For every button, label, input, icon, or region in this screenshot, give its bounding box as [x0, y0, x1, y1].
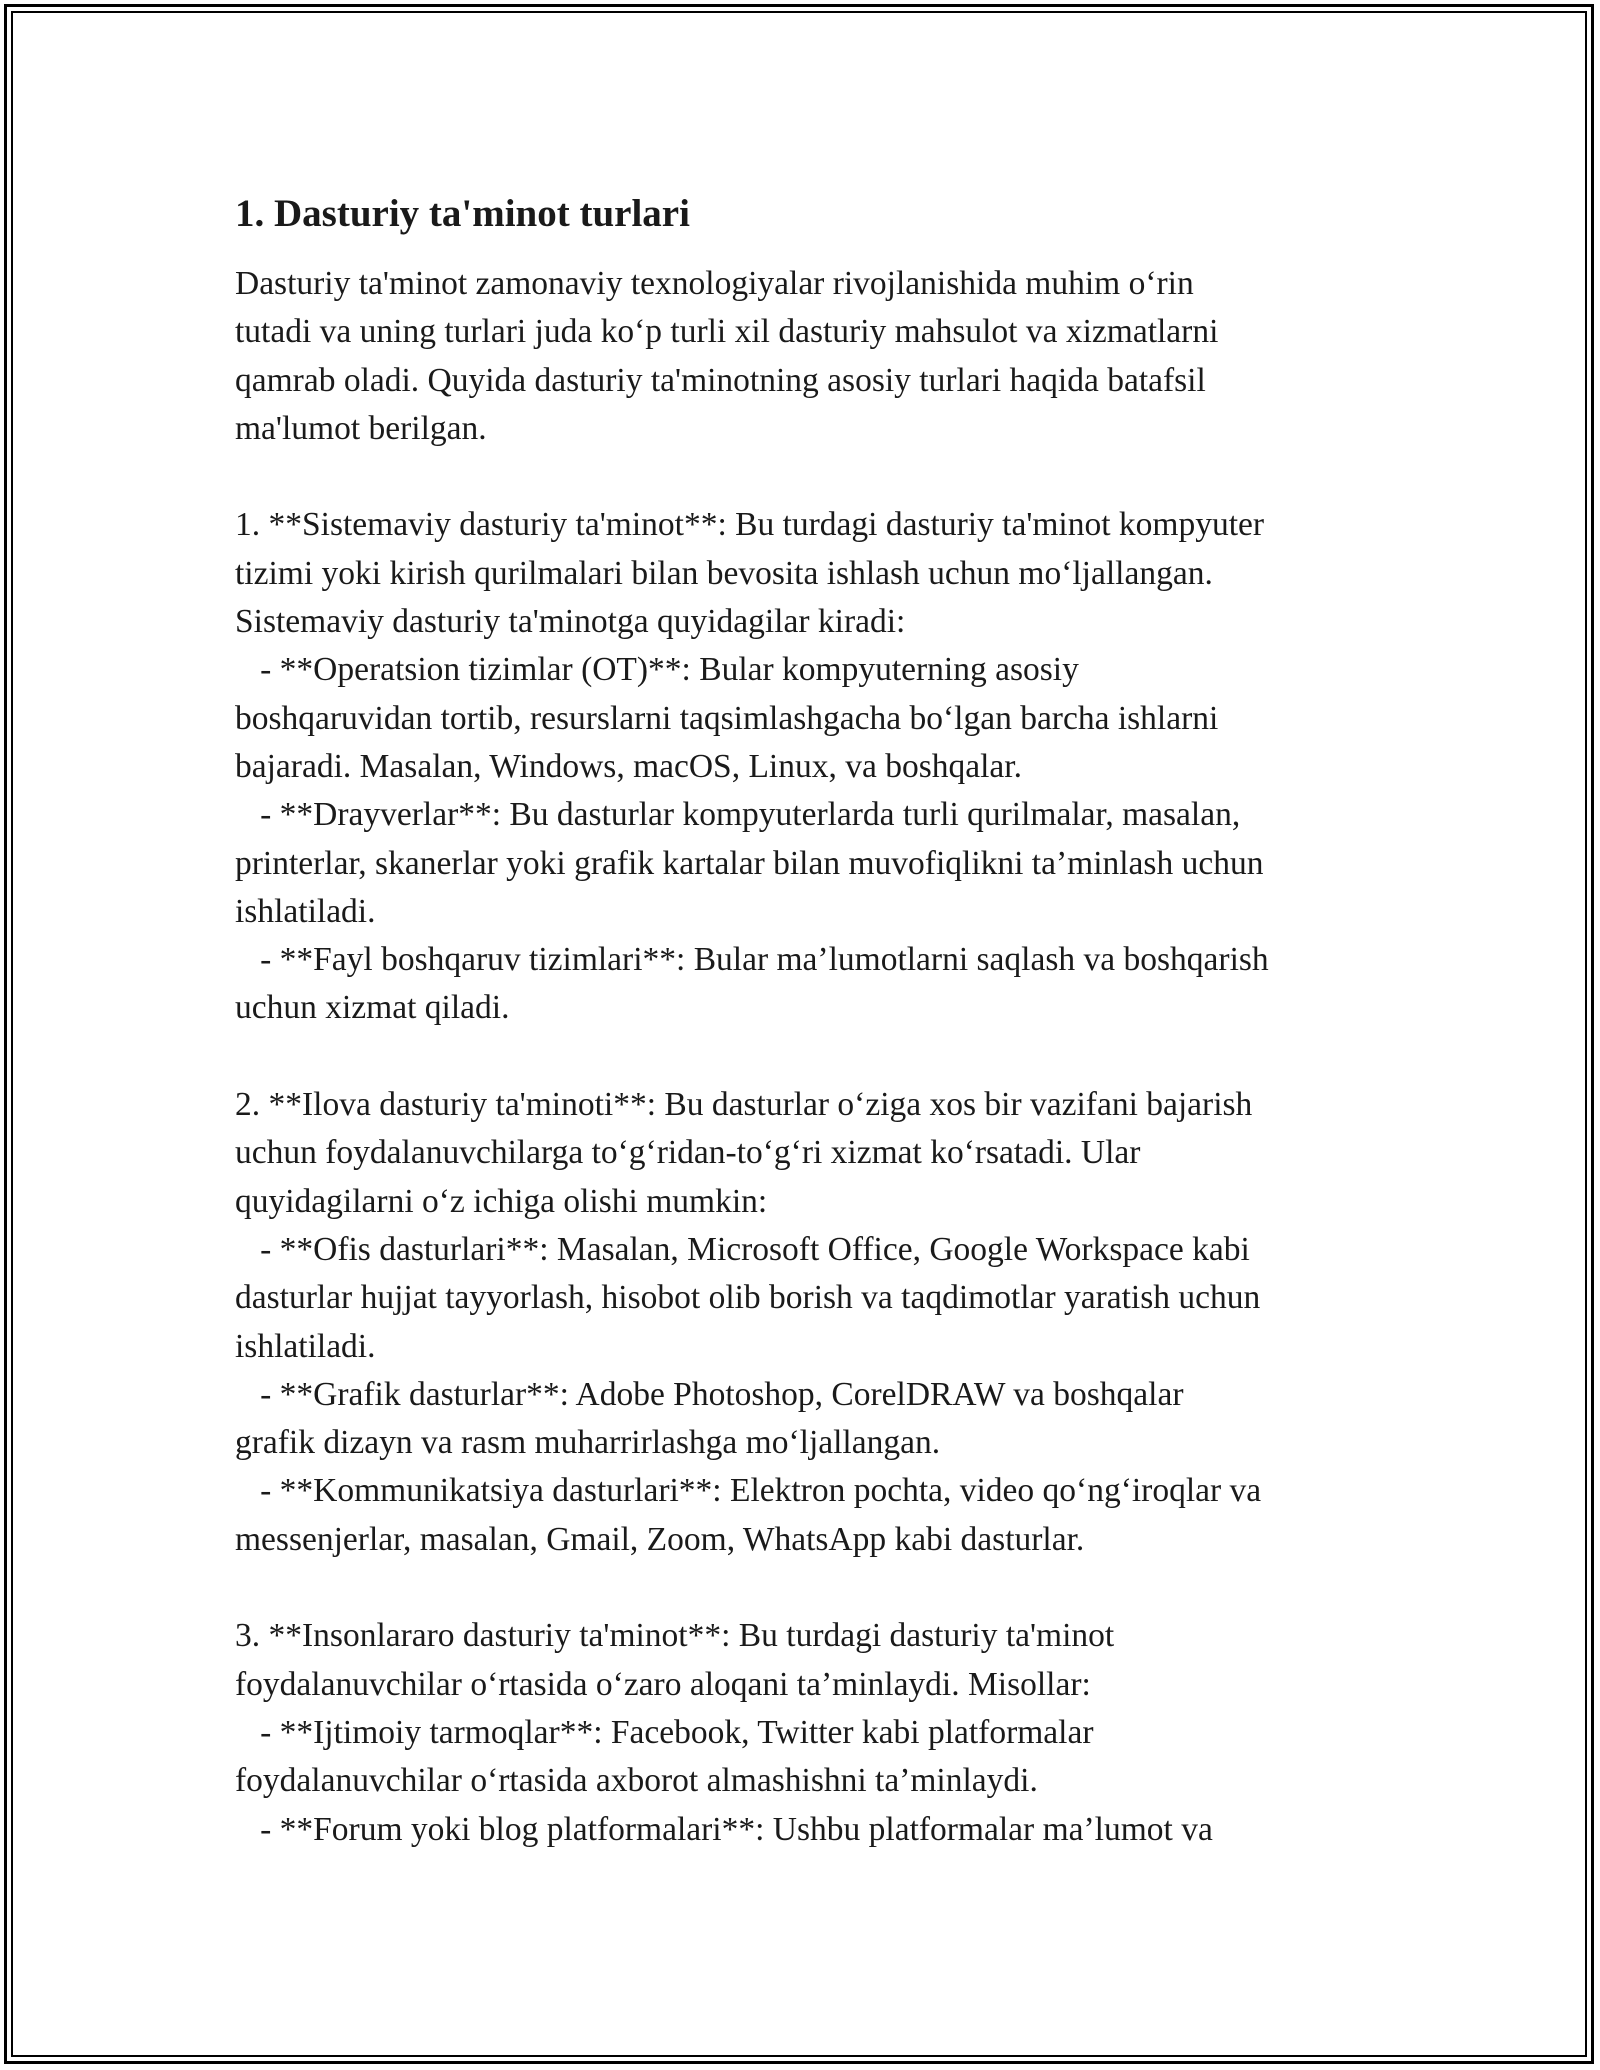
document-content [235, 188, 1375, 1854]
section-heading: 1. Dasturiy ta'minot turlari [235, 192, 690, 235]
document-body-text: Dasturiy ta'minot zamonaviy texnologiyalar rivojlanishida muhim o‘rin tutadi va uning turlari juda ko‘p turli xil dasturiy mahsulot va xizmatlarni qamrab oladi. Quyida dasturiy ta'minotning asosiy turlari haqida batafsil ma'lumot berilgan. 1. **Sistemaviy dasturiy ta'minot**: Bu turdagi dasturiy ta'minot kompyuter tizimi yoki kirish qurilmalari bilan bevosita ishlash uchun mo‘ljallangan. Sistemaviy dasturiy ta'minotga quyidagilar kiradi: - **Operatsion tizimlar (OT)**: Bular kompyuterning asosiy boshqaruvidan tortib, resurslarni taqsimlashgacha bo‘lgan barcha ishlarni bajaradi. Masalan, Windows, macOS, Linux, va boshqalar. - **Drayverlar**: Bu dasturlar kompyuterlarda turli qurilmalar, masalan, printerlar, skanerlar yoki grafik kartalar bilan muvofiqlikni ta’minlash uchun ishlatiladi. - **Fayl boshqaruv tizimlari**: Bular ma’lumotlarni saqlash va boshqarish uchun xizmat qiladi. 2. **Ilova dasturiy ta'minoti**: Bu dasturlar o‘ziga xos bir vazifani bajarish uchun foydalanuvchilarga to‘g‘ridan-to‘g‘ri xizmat ko‘rsatadi. Ular quyidagilarni o‘z ichiga olishi mumkin: - **Ofis dasturlari**: Masalan, Microsoft Office, Google Workspace kabi dasturlar hujjat tayyorlash, hisobot olib borish va taqdimotlar yaratish uchun ishlatiladi. - **Grafik dasturlar**: Adobe Photoshop, CorelDRAW va boshqalar grafik dizayn va rasm muharrirlashga mo‘ljallangan. - **Kommunikatsiya dasturlari**: Elektron pochta, video qo‘ng‘iroqlar va messenjerlar, masalan, Gmail, Zoom, WhatsApp kabi dasturlar. 3. **Insonlararo dasturiy ta'minot**: Bu turdagi dasturiy ta'minot foydalanuvchilar o‘rtasida o‘zaro aloqani ta’minlaydi. Misollar: - **Ijtimoiy tarmoqlar**: Facebook, Twitter kabi platformalar foydalanuvchilar o‘rtasida axborot almashishni ta’minlaydi. - **Forum yoki blog platformalari**: Ushbu platformalar ma’lumot va [235, 265, 1269, 1848]
